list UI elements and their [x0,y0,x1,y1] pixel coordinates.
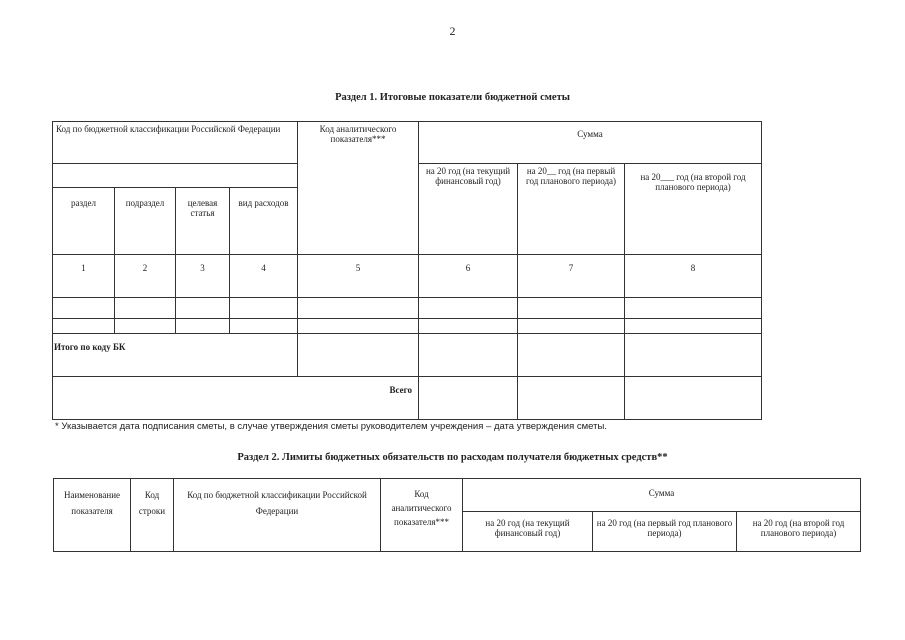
header-sum: Сумма [419,122,762,164]
header-razdel: раздел [53,188,115,255]
column-number: 7 [518,255,625,298]
header-year-3: на 20 год (на второй год планового периода) [737,512,861,552]
footnote: * Указывается дата подписания сметы, в случае утверждения сметы руководителем учреждения – дата утверждения сметы. [55,421,607,432]
column-number: 5 [298,255,419,298]
section2-title: Раздел 2. Лимиты бюджетных обязательств по расходам получателя бюджетных средств** [237,452,668,463]
header-year-2: на 20__ год (на первый год планового периода) [518,164,625,255]
table-row [53,298,762,319]
header-bk-code: Код по бюджетной классификации Российской Федерации [53,122,298,164]
itogo-label: Итого по коду БК [53,334,298,377]
header-name: Наименование показателя [54,479,131,552]
section1-table [52,121,762,420]
page-number: 2 [449,24,456,38]
header-analytic-code: Код аналитического показателя*** [381,479,463,552]
column-number: 4 [230,255,298,298]
vsego-label: Всего [53,377,419,420]
column-number: 1 [53,255,115,298]
header-bk-code: Код по бюджетной классификации Российской Федерации [174,479,381,552]
header-podrazdel: подраздел [115,188,176,255]
table-row [53,319,762,334]
section1-title: Раздел 1. Итоговые показатели бюджетной сметы [335,92,570,103]
header-year-1: на 20 год (на текущий финансовый год) [463,512,593,552]
header-vid-rashodov: вид расходов [230,188,298,255]
column-number: 8 [625,255,762,298]
header-year-2: на 20 год (на первый год планового периода) [593,512,737,552]
header-celevaya-statya: целевая статья [176,188,230,255]
header-code-row: Код строки [131,479,174,552]
header-year-3: на 20___ год (на второй год планового периода) [625,164,762,255]
header-year-1: на 20 год (на текущий финансовый год) [419,164,518,255]
column-number: 3 [176,255,230,298]
column-number: 2 [115,255,176,298]
header-sum: Сумма [463,479,861,512]
section2-table [53,478,861,552]
header-analytic-code: Код аналитического показателя*** [298,122,419,255]
column-number: 6 [419,255,518,298]
